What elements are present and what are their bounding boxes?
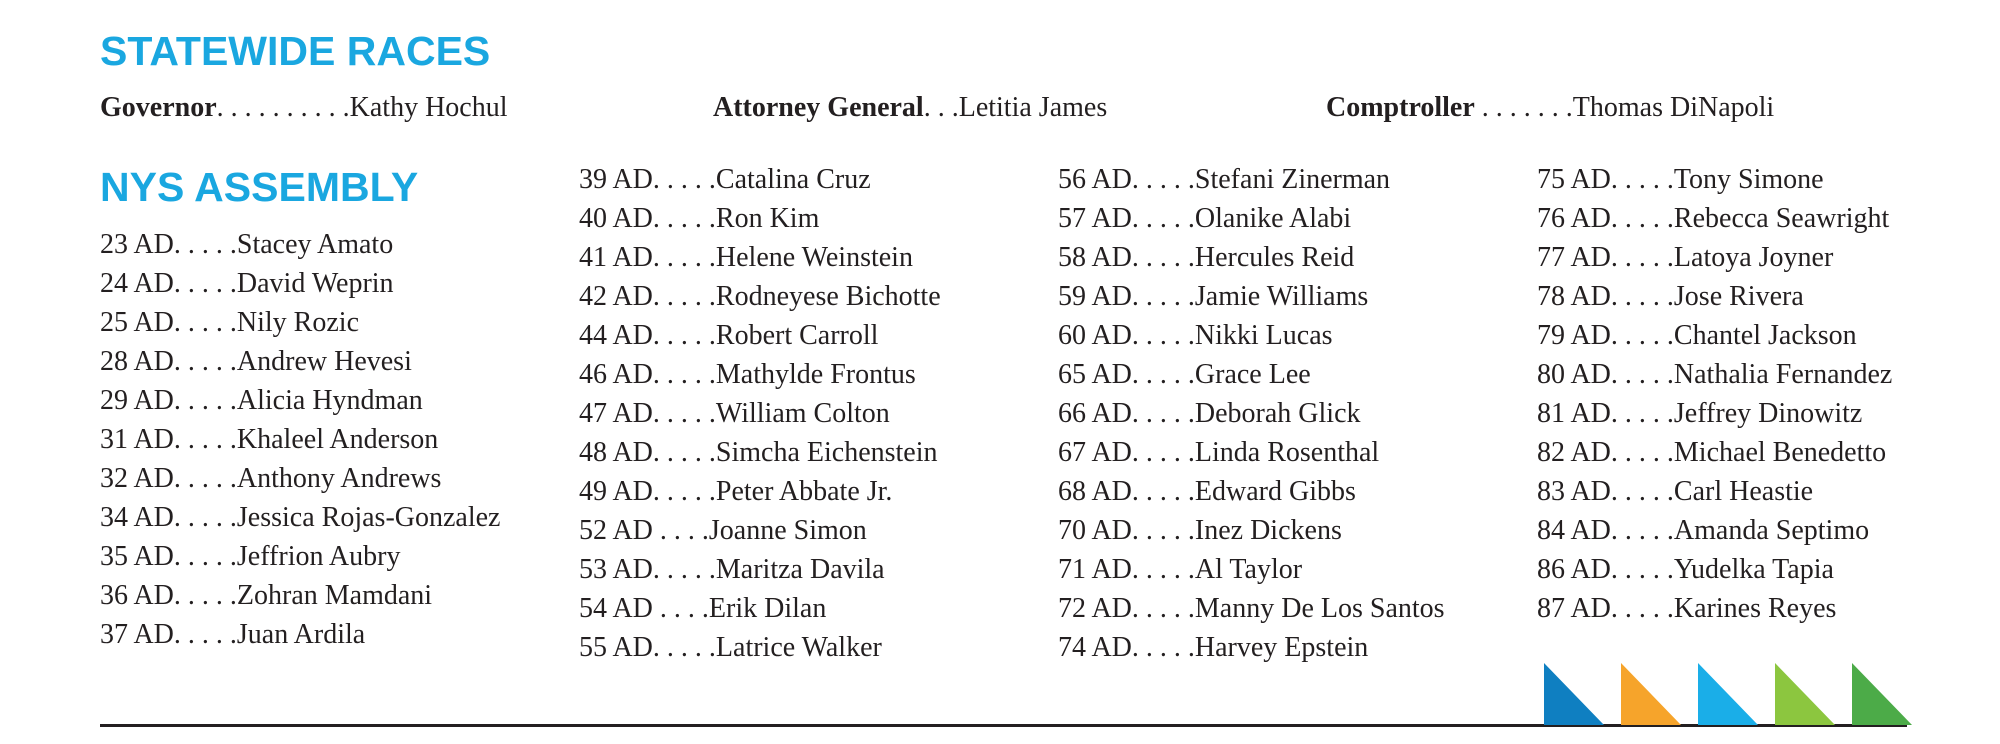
assembly-district: 54 AD xyxy=(579,593,653,624)
assembly-district: 65 AD xyxy=(1058,359,1132,390)
dot-leader: . . . . . xyxy=(652,632,716,663)
assembly-district: 34 AD xyxy=(100,502,174,533)
assembly-entry xyxy=(579,355,941,394)
assemblymember-name: Robert Carroll xyxy=(715,320,879,351)
assemblymember-name: Linda Rosenthal xyxy=(1194,437,1380,468)
assembly-district: 74 AD xyxy=(1058,632,1132,663)
assembly-entry xyxy=(1058,199,1445,238)
dot-leader: . . . . . xyxy=(652,398,716,429)
dot-leader: . . . . . xyxy=(1610,203,1674,234)
assemblymember-name: Andrew Hevesi xyxy=(236,346,412,377)
assembly-entry xyxy=(100,537,500,576)
assembly-entry xyxy=(1058,238,1445,277)
assembly-entry xyxy=(100,498,500,537)
assemblymember-name: Jeffrion Aubry xyxy=(236,541,401,572)
assembly-entry xyxy=(1537,511,1892,550)
assembly-district: 72 AD xyxy=(1058,593,1132,624)
statewide-race-governor xyxy=(100,88,508,128)
assembly-entry xyxy=(100,459,500,498)
assembly-column-3 xyxy=(1058,160,1445,667)
decorative-triangle xyxy=(1698,663,1758,725)
dot-leader: . . . . . xyxy=(1131,320,1195,351)
assemblymember-name: Michael Benedetto xyxy=(1673,437,1887,468)
dot-leader: . . . . . xyxy=(652,476,716,507)
assembly-district: 55 AD xyxy=(579,632,653,663)
assembly-district: 47 AD xyxy=(579,398,653,429)
assemblymember-name: Jamie Williams xyxy=(1194,281,1369,312)
dot-leader: . . . . . xyxy=(1610,320,1674,351)
assemblymember-name: Deborah Glick xyxy=(1194,398,1361,429)
dot-leader: . . . . . xyxy=(173,385,237,416)
assemblymember-name: Helene Weinstein xyxy=(715,242,913,273)
assemblymember-name: Karines Reyes xyxy=(1673,593,1837,624)
assemblymember-name: Erik Dilan xyxy=(708,593,827,624)
dot-leader: . . . . . xyxy=(1131,437,1195,468)
assembly-district: 35 AD xyxy=(100,541,174,572)
assembly-entry xyxy=(579,199,941,238)
assembly-entry xyxy=(1537,472,1892,511)
dot-leader: . . . . . xyxy=(1610,515,1674,546)
dot-leader: . . . . . xyxy=(1131,281,1195,312)
assembly-district: 44 AD xyxy=(579,320,653,351)
assembly-entry xyxy=(579,433,941,472)
assemblymember-name: Stefani Zinerman xyxy=(1194,164,1391,195)
dot-leader: . . . . . xyxy=(173,580,237,611)
assembly-column-2 xyxy=(579,160,941,667)
dot-leader: . . . . . xyxy=(1610,593,1674,624)
assembly-entry xyxy=(579,238,941,277)
assemblymember-name: Al Taylor xyxy=(1194,554,1303,585)
race-candidate: Thomas DiNapoli xyxy=(1572,92,1775,123)
assemblymember-name: Hercules Reid xyxy=(1194,242,1355,273)
assembly-entry xyxy=(1058,550,1445,589)
assembly-entry xyxy=(1058,589,1445,628)
assembly-district: 29 AD xyxy=(100,385,174,416)
assembly-district: 49 AD xyxy=(579,476,653,507)
assembly-entry xyxy=(579,277,941,316)
assemblymember-name: Stacey Amato xyxy=(236,229,394,260)
dot-leader: . . . . . xyxy=(173,268,237,299)
assemblymember-name: Edward Gibbs xyxy=(1194,476,1356,507)
dot-leader: . . . . . xyxy=(652,437,716,468)
assembly-entry xyxy=(579,628,941,667)
assemblymember-name: Harvey Epstein xyxy=(1194,632,1369,663)
assembly-entry xyxy=(1058,511,1445,550)
assembly-district: 37 AD xyxy=(100,619,174,650)
assembly-district: 32 AD xyxy=(100,463,174,494)
assembly-district: 66 AD xyxy=(1058,398,1132,429)
assembly-entry xyxy=(100,303,500,342)
dot-leader: . . . . . xyxy=(652,203,716,234)
assembly-district: 60 AD xyxy=(1058,320,1132,351)
assemblymember-name: Inez Dickens xyxy=(1194,515,1342,546)
assembly-district: 42 AD xyxy=(579,281,653,312)
assemblymember-name: Latrice Walker xyxy=(715,632,882,663)
assembly-entry xyxy=(100,342,500,381)
statewide-races-heading: STATEWIDE RACES xyxy=(100,28,491,74)
assembly-district: 80 AD xyxy=(1537,359,1611,390)
assembly-district: 81 AD xyxy=(1537,398,1611,429)
assembly-entry xyxy=(100,615,500,654)
dot-leader: . . . . . xyxy=(1131,515,1195,546)
decorative-triangle xyxy=(1775,663,1835,725)
dot-leader: . . . . . xyxy=(173,424,237,455)
dot-leader: . . . . . xyxy=(652,320,716,351)
assemblymember-name: Simcha Eichenstein xyxy=(715,437,938,468)
assemblymember-name: Juan Ardila xyxy=(236,619,366,650)
assembly-district: 75 AD xyxy=(1537,164,1611,195)
assembly-district: 71 AD xyxy=(1058,554,1132,585)
assembly-entry xyxy=(1058,433,1445,472)
assemblymember-name: Ron Kim xyxy=(715,203,820,234)
assembly-district: 77 AD xyxy=(1537,242,1611,273)
assemblymember-name: Peter Abbate Jr. xyxy=(715,476,893,507)
assemblymember-name: Catalina Cruz xyxy=(715,164,871,195)
dot-leader: . . . . . xyxy=(1610,359,1674,390)
assembly-district: 28 AD xyxy=(100,346,174,377)
assemblymember-name: Grace Lee xyxy=(1194,359,1311,390)
dot-leader: . . . . . xyxy=(1131,593,1195,624)
assembly-district: 25 AD xyxy=(100,307,174,338)
assembly-district: 52 AD xyxy=(579,515,653,546)
dot-leader: . . . . . xyxy=(173,619,237,650)
statewide-race-comptroller xyxy=(1326,88,1774,128)
dot-leader: . . . . . xyxy=(1610,281,1674,312)
assemblymember-name: William Colton xyxy=(715,398,890,429)
assembly-entry xyxy=(1537,355,1892,394)
assembly-entry xyxy=(579,550,941,589)
race-office: Attorney General xyxy=(713,92,924,123)
assembly-entry xyxy=(1058,472,1445,511)
dot-leader: . . . . . xyxy=(1610,398,1674,429)
assembly-district: 46 AD xyxy=(579,359,653,390)
dot-leader: . . . . . xyxy=(1131,164,1195,195)
dot-leader: . . . . xyxy=(652,593,709,624)
assembly-district: 70 AD xyxy=(1058,515,1132,546)
dot-leader: . . . . . xyxy=(652,164,716,195)
assembly-district: 78 AD xyxy=(1537,281,1611,312)
assemblymember-name: Jessica Rojas-Gonzalez xyxy=(236,502,501,533)
assemblymember-name: Mathylde Frontus xyxy=(715,359,916,390)
assembly-column-4 xyxy=(1537,160,1892,628)
assemblymember-name: David Weprin xyxy=(236,268,394,299)
assemblymember-name: Latoya Joyner xyxy=(1673,242,1834,273)
dot-leader: . . . . . xyxy=(173,229,237,260)
assembly-entry xyxy=(1058,394,1445,433)
assembly-entry xyxy=(1058,628,1445,667)
assembly-entry xyxy=(579,316,941,355)
assemblymember-name: Alicia Hyndman xyxy=(236,385,423,416)
dot-leader: . . . . . xyxy=(1131,554,1195,585)
assembly-entry xyxy=(100,264,500,303)
assemblymember-name: Chantel Jackson xyxy=(1673,320,1857,351)
assemblymember-name: Jeffrey Dinowitz xyxy=(1673,398,1863,429)
assemblymember-name: Maritza Davila xyxy=(715,554,885,585)
assembly-entry xyxy=(579,511,941,550)
dot-leader: . . . . . . . xyxy=(1474,92,1573,123)
assembly-district: 84 AD xyxy=(1537,515,1611,546)
assembly-district: 40 AD xyxy=(579,203,653,234)
assembly-entry xyxy=(579,472,941,511)
assembly-district: 86 AD xyxy=(1537,554,1611,585)
dot-leader: . . . . . xyxy=(652,359,716,390)
assembly-district: 53 AD xyxy=(579,554,653,585)
assembly-district: 24 AD xyxy=(100,268,174,299)
assemblymember-name: Nathalia Fernandez xyxy=(1673,359,1893,390)
assemblymember-name: Jose Rivera xyxy=(1673,281,1804,312)
assemblymember-name: Zohran Mamdani xyxy=(236,580,433,611)
dot-leader: . . . xyxy=(923,92,959,123)
assembly-district: 39 AD xyxy=(579,164,653,195)
race-office: Governor xyxy=(100,92,217,123)
assembly-entry xyxy=(1537,238,1892,277)
assembly-district: 59 AD xyxy=(1058,281,1132,312)
assembly-district: 79 AD xyxy=(1537,320,1611,351)
dot-leader: . . . . . xyxy=(1131,476,1195,507)
assemblymember-name: Yudelka Tapia xyxy=(1673,554,1834,585)
assembly-entry xyxy=(579,589,941,628)
nys-assembly-heading: NYS ASSEMBLY xyxy=(100,164,419,210)
dot-leader: . . . . . xyxy=(1610,164,1674,195)
assembly-district: 41 AD xyxy=(579,242,653,273)
assembly-entry xyxy=(579,160,941,199)
assembly-entry xyxy=(1058,277,1445,316)
assemblymember-name: Carl Heastie xyxy=(1673,476,1814,507)
dot-leader: . . . . . xyxy=(652,242,716,273)
assembly-entry xyxy=(1537,394,1892,433)
assembly-entry xyxy=(1058,316,1445,355)
assembly-entry xyxy=(1058,160,1445,199)
assembly-entry xyxy=(1537,433,1892,472)
dot-leader: . . . . xyxy=(652,515,709,546)
assembly-district: 48 AD xyxy=(579,437,653,468)
assemblymember-name: Nikki Lucas xyxy=(1194,320,1333,351)
statewide-race-attorney-general xyxy=(713,88,1107,128)
assembly-district: 76 AD xyxy=(1537,203,1611,234)
assemblymember-name: Joanne Simon xyxy=(708,515,867,546)
dot-leader: . . . . . xyxy=(1131,398,1195,429)
assemblymember-name: Olanike Alabi xyxy=(1194,203,1352,234)
race-office: Comptroller xyxy=(1326,92,1475,123)
decorative-triangle xyxy=(1544,663,1604,725)
assembly-column-1 xyxy=(100,225,500,654)
assembly-district: 87 AD xyxy=(1537,593,1611,624)
assembly-entry xyxy=(100,225,500,264)
decorative-triangle xyxy=(1621,663,1681,725)
dot-leader: . . . . . xyxy=(1610,242,1674,273)
dot-leader: . . . . . xyxy=(1131,242,1195,273)
assemblymember-name: Nily Rozic xyxy=(236,307,359,338)
race-candidate: Letitia James xyxy=(958,92,1108,123)
dot-leader: . . . . . xyxy=(173,463,237,494)
assembly-entry xyxy=(1537,316,1892,355)
dot-leader: . . . . . xyxy=(1131,359,1195,390)
assembly-district: 82 AD xyxy=(1537,437,1611,468)
dot-leader: . . . . . xyxy=(173,541,237,572)
race-candidate: Kathy Hochul xyxy=(349,92,508,123)
assemblymember-name: Rebecca Seawright xyxy=(1673,203,1890,234)
dot-leader: . . . . . xyxy=(173,346,237,377)
assemblymember-name: Anthony Andrews xyxy=(236,463,442,494)
dot-leader: . . . . . . . . . . xyxy=(216,92,350,123)
dot-leader: . . . . . xyxy=(1610,476,1674,507)
dot-leader: . . . . . xyxy=(173,307,237,338)
assembly-entry xyxy=(1537,199,1892,238)
assemblymember-name: Tony Simone xyxy=(1673,164,1824,195)
assembly-district: 36 AD xyxy=(100,580,174,611)
assembly-district: 68 AD xyxy=(1058,476,1132,507)
assembly-entry xyxy=(1058,355,1445,394)
assembly-district: 58 AD xyxy=(1058,242,1132,273)
dot-leader: . . . . . xyxy=(652,281,716,312)
decorative-triangle xyxy=(1852,663,1912,725)
assembly-entry xyxy=(1537,589,1892,628)
dot-leader: . . . . . xyxy=(173,502,237,533)
assembly-district: 23 AD xyxy=(100,229,174,260)
assembly-entry xyxy=(579,394,941,433)
assembly-entry xyxy=(1537,277,1892,316)
dot-leader: . . . . . xyxy=(1610,554,1674,585)
assembly-district: 57 AD xyxy=(1058,203,1132,234)
assembly-district: 56 AD xyxy=(1058,164,1132,195)
assembly-district: 31 AD xyxy=(100,424,174,455)
assemblymember-name: Rodneyese Bichotte xyxy=(715,281,941,312)
assemblymember-name: Amanda Septimo xyxy=(1673,515,1870,546)
assembly-entry xyxy=(100,381,500,420)
assembly-entry xyxy=(100,576,500,615)
assembly-entry xyxy=(100,420,500,459)
dot-leader: . . . . . xyxy=(1131,632,1195,663)
assembly-entry xyxy=(1537,550,1892,589)
assemblymember-name: Khaleel Anderson xyxy=(236,424,439,455)
dot-leader: . . . . . xyxy=(652,554,716,585)
assembly-district: 83 AD xyxy=(1537,476,1611,507)
assembly-district: 67 AD xyxy=(1058,437,1132,468)
dot-leader: . . . . . xyxy=(1610,437,1674,468)
assemblymember-name: Manny De Los Santos xyxy=(1194,593,1445,624)
dot-leader: . . . . . xyxy=(1131,203,1195,234)
assembly-entry xyxy=(1537,160,1892,199)
